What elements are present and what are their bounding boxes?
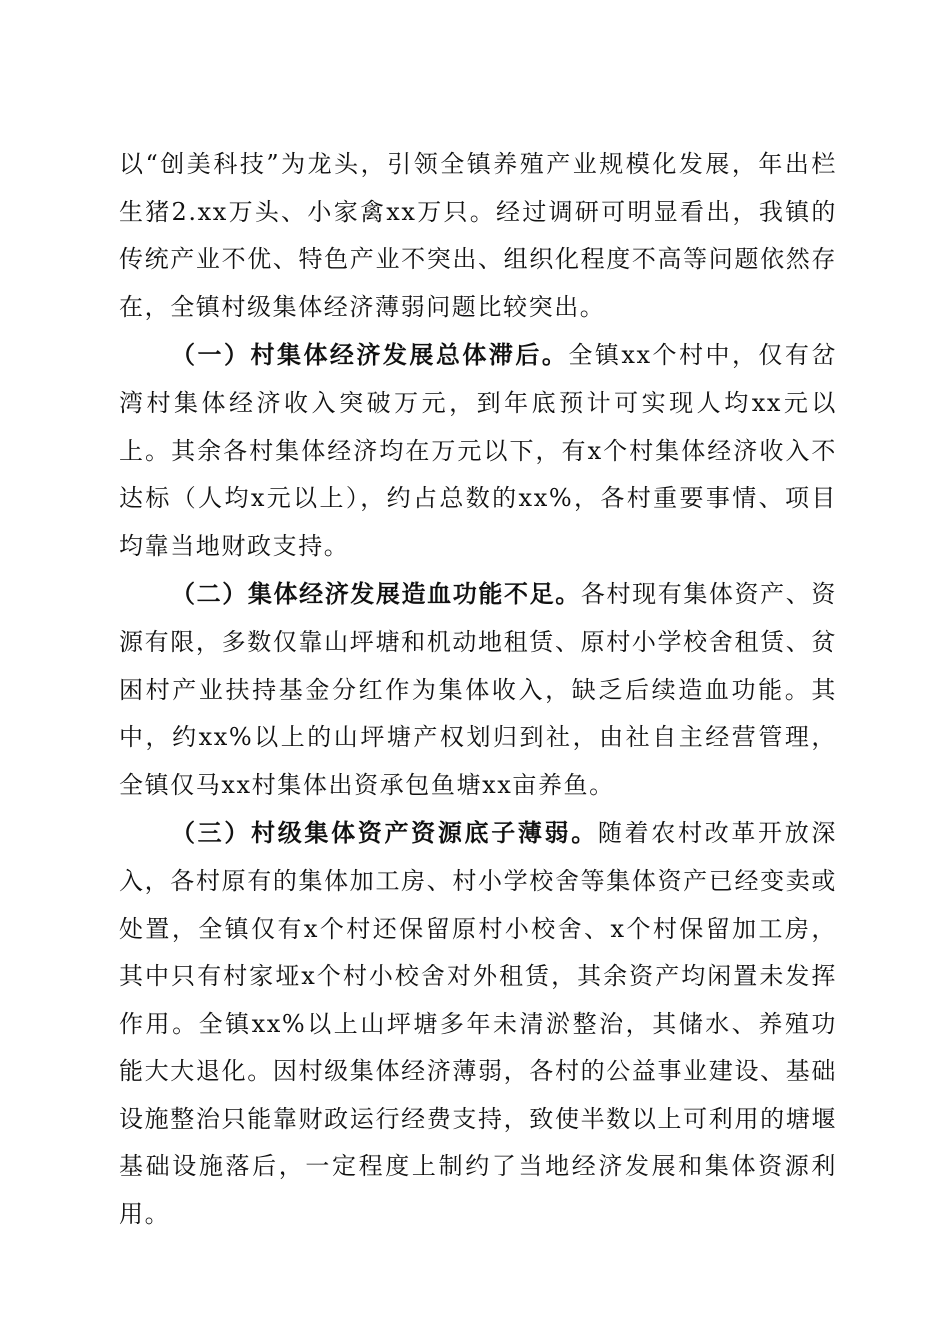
paragraph-text: 各村现有集体资产、资源有限，多数仅靠山坪塘和机动地租赁、原村小学校舍租赁、贫困村产业扶持基金分红作为集体收入，缺乏后续造血功能。其中，约xx%以上的山坪塘产权划归到社，由社自主经营管理，全镇仅马xx村集体出资承包鱼塘xx亩养鱼。 [119, 580, 837, 799]
paragraph-text: 全镇xx个村中，仅有岔湾村集体经济收入突破万元，到年底预计可实现人均xx元以上。其余各村集体经济均在万元以下，有x个村集体经济收入不达标（人均x元以上），约占总数的xx%，各村重要事情、项目均靠当地财政支持。 [119, 341, 838, 560]
paragraph-text: 以“创美科技”为龙头，引领全镇养殖产业规模化发展，年出栏生猪2.xx万头、小家禽xx万只。经过调研可明显看出，我镇的传统产业不优、特色产业不突出、组织化程度不高等问题依然存在，全镇村级集体经济薄弱问题比较突出。 [119, 150, 837, 321]
paragraph-section-1 [119, 331, 837, 570]
paragraph-text: 随着农村改革开放深入，各村原有的集体加工房、村小学校舍等集体资产已经变卖或处置，全镇仅有x个村还保留原村小校舍、x个村保留加工房，其中只有村家垭x个村小校舍对外租赁，其余资产均闲置未发挥作用。全镇xx%以上山坪塘多年未清淤整治，其储水、养殖功能大大退化。因村级集体经济薄弱，各村的公益事业建设、基础设施整治只能靠财政运行经费支持，致使半数以上可利用的塘堰基础设施落后，一定程度上制约了当地经济发展和集体资源利用。 [119, 819, 837, 1229]
paragraph-section-2 [119, 570, 837, 809]
document-body [119, 141, 837, 1239]
paragraph-intro [119, 141, 837, 331]
section-heading: （一）村集体经济发展总体滞后。 [171, 340, 569, 370]
paragraph-section-3 [119, 809, 837, 1238]
section-heading: （二）集体经济发展造血功能不足。 [171, 579, 581, 609]
section-heading: （三）村级集体资产资源底子薄弱。 [171, 818, 598, 848]
